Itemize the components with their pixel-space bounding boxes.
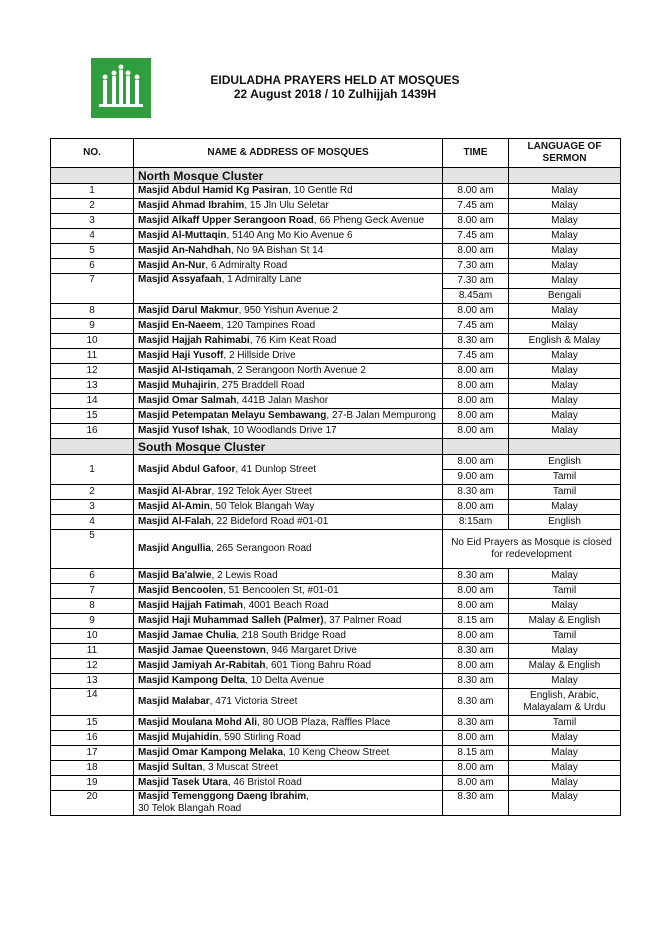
row-number: 2 bbox=[51, 199, 134, 214]
sermon-language: Malay bbox=[509, 214, 621, 229]
sermon-language: Malay bbox=[509, 364, 621, 379]
sermon-language: Malay bbox=[509, 674, 621, 689]
prayer-time: 8.00 am bbox=[443, 629, 509, 644]
row-number: 18 bbox=[51, 761, 134, 776]
mosque-name: Masjid Ahmad Ibrahim bbox=[138, 200, 245, 211]
sermon-language: Tamil bbox=[509, 470, 621, 485]
table-row bbox=[51, 259, 621, 274]
prayer-time: 8.45am bbox=[443, 289, 509, 304]
mosque-name-address bbox=[134, 530, 443, 569]
sermon-language: Malay bbox=[509, 274, 621, 289]
table-row bbox=[51, 776, 621, 791]
row-number: 6 bbox=[51, 259, 134, 274]
row-number: 10 bbox=[51, 334, 134, 349]
sermon-language: Malay & English bbox=[509, 659, 621, 674]
prayer-time: 8.00 am bbox=[443, 584, 509, 599]
muis-logo-icon bbox=[91, 58, 151, 118]
sermon-language: Malay bbox=[509, 349, 621, 364]
row-number: 8 bbox=[51, 304, 134, 319]
mosque-name-address bbox=[134, 776, 443, 791]
mosque-name-address bbox=[134, 614, 443, 629]
mosque-address: , 265 Serangoon Road bbox=[210, 543, 312, 554]
sermon-language: Malay bbox=[509, 644, 621, 659]
prayer-time: 8.30 am bbox=[443, 569, 509, 584]
table-row bbox=[51, 319, 621, 334]
cluster-heading: North Mosque Cluster bbox=[134, 168, 443, 184]
sermon-language: Malay bbox=[509, 184, 621, 199]
prayer-time: 8.30 am bbox=[443, 674, 509, 689]
mosque-address: , 27-B Jalan Mempurong bbox=[326, 410, 436, 421]
table-row bbox=[51, 364, 621, 379]
sermon-language: Malay bbox=[509, 746, 621, 761]
table-row bbox=[51, 409, 621, 424]
sermon-language: Malay bbox=[509, 791, 621, 816]
col-header-time: TIME bbox=[443, 139, 509, 168]
mosque-name-address bbox=[134, 629, 443, 644]
table-row bbox=[51, 304, 621, 319]
sermon-language: Tamil bbox=[509, 629, 621, 644]
mosque-address: , 10 Delta Avenue bbox=[245, 675, 325, 686]
mosque-name: Masjid Omar Kampong Melaka bbox=[138, 747, 284, 758]
row-number: 3 bbox=[51, 500, 134, 515]
mosque-name: Masjid Jamiyah Ar-Rabitah bbox=[138, 660, 266, 671]
mosque-name-address bbox=[134, 364, 443, 379]
mosque-address: , 590 Stirling Road bbox=[218, 732, 301, 743]
mosque-name: Masjid Jamae Queenstown bbox=[138, 645, 266, 656]
mosque-address: , 218 South Bridge Road bbox=[236, 630, 346, 641]
mosque-name: Masjid Al-Abrar bbox=[138, 486, 212, 497]
col-header-language: LANGUAGE OF SERMON bbox=[509, 139, 621, 168]
mosque-name: Masjid Jamae Chulia bbox=[138, 630, 237, 641]
prayer-time: 8.30 am bbox=[443, 644, 509, 659]
mosque-address: , 41 Dunlop Street bbox=[235, 463, 317, 475]
row-number: 13 bbox=[51, 379, 134, 394]
mosque-address: , 2 Lewis Road bbox=[211, 570, 278, 581]
row-number: 19 bbox=[51, 776, 134, 791]
mosque-name-address bbox=[134, 746, 443, 761]
prayer-time: 7.30 am bbox=[443, 274, 509, 289]
sermon-language: Bengali bbox=[509, 289, 621, 304]
sermon-language: Malay bbox=[509, 500, 621, 515]
prayer-time: 8.00 am bbox=[443, 184, 509, 199]
prayer-time: 8.00 am bbox=[443, 394, 509, 409]
prayer-time: 9.00 am bbox=[443, 470, 509, 485]
mosque-address: , 15 Jln Ulu Seletar bbox=[244, 200, 329, 211]
mosque-address: , 5140 Ang Mo Kio Avenue 6 bbox=[226, 230, 353, 241]
prayer-time: 8.00 am bbox=[443, 244, 509, 259]
prayer-time: 8.00 am bbox=[443, 500, 509, 515]
row-number: 11 bbox=[51, 349, 134, 364]
row-number: 1 bbox=[51, 184, 134, 199]
prayer-time: 7.45 am bbox=[443, 229, 509, 244]
table-row bbox=[51, 214, 621, 229]
cluster-blank-cell bbox=[51, 439, 134, 455]
mosque-name-address bbox=[134, 274, 443, 304]
mosque-address: , 192 Telok Ayer Street bbox=[211, 486, 312, 497]
mosque-name: Masjid Al-Amin bbox=[138, 501, 210, 512]
prayer-time: 8.30 am bbox=[443, 716, 509, 731]
mosque-name-address bbox=[134, 659, 443, 674]
table-row bbox=[51, 584, 621, 599]
prayer-time: 7.45 am bbox=[443, 199, 509, 214]
prayer-time: 7.45 am bbox=[443, 319, 509, 334]
mosque-name-address bbox=[134, 689, 443, 716]
table-row bbox=[51, 334, 621, 349]
row-number: 15 bbox=[51, 409, 134, 424]
mosque-name: Masjid Moulana Mohd Ali bbox=[138, 717, 258, 728]
sermon-language: Malay bbox=[509, 199, 621, 214]
prayer-time: 8.00 am bbox=[443, 409, 509, 424]
mosque-name-address bbox=[134, 379, 443, 394]
mosque-address: , 601 Tiong Bahru Road bbox=[265, 660, 372, 671]
mosque-name: Masjid Bencoolen bbox=[138, 585, 224, 596]
mosque-name: Masjid Yusof Ishak bbox=[138, 425, 228, 436]
mosque-address: , 950 Yishun Avenue 2 bbox=[238, 305, 338, 316]
mosque-name: Masjid An-Nur bbox=[138, 260, 206, 271]
sermon-language: Tamil bbox=[509, 584, 621, 599]
mosque-name: Masjid Malabar bbox=[138, 696, 210, 707]
sermon-language: Tamil bbox=[509, 716, 621, 731]
row-number: 20 bbox=[51, 791, 134, 816]
prayer-time: 7.30 am bbox=[443, 259, 509, 274]
sermon-language: English & Malay bbox=[509, 334, 621, 349]
row-number: 16 bbox=[51, 424, 134, 439]
mosque-name: Masjid Al-Falah bbox=[138, 516, 211, 527]
mosque-address: , 120 Tampines Road bbox=[220, 320, 316, 331]
mosque-address: , 51 Bencoolen St, #01-01 bbox=[223, 585, 339, 596]
row-number: 7 bbox=[51, 584, 134, 599]
sermon-language: Malay bbox=[509, 409, 621, 424]
mosque-name-address bbox=[134, 304, 443, 319]
mosque-name: Masjid Hajjah Fatimah bbox=[138, 600, 244, 611]
prayer-time: 8.00 am bbox=[443, 761, 509, 776]
mosque-name-address bbox=[134, 349, 443, 364]
mosque-name-address bbox=[134, 584, 443, 599]
mosque-name: Masjid Darul Makmur bbox=[138, 305, 239, 316]
table-row bbox=[51, 244, 621, 259]
sermon-language: Malay bbox=[509, 761, 621, 776]
sermon-language: English, Arabic, Malayalam & Urdu bbox=[509, 689, 621, 716]
mosque-name-address bbox=[134, 599, 443, 614]
row-number: 12 bbox=[51, 364, 134, 379]
table-body bbox=[51, 168, 621, 816]
mosque-address: , 275 Braddell Road bbox=[216, 380, 305, 391]
mosque-name: Masjid An-Nahdhah bbox=[138, 245, 231, 256]
row-number: 11 bbox=[51, 644, 134, 659]
cluster-blank-cell bbox=[51, 168, 134, 184]
sermon-language: Malay bbox=[509, 259, 621, 274]
sermon-language: Malay bbox=[509, 424, 621, 439]
mosque-name: Masjid Abdul Gafoor bbox=[138, 463, 236, 475]
prayer-time: 8.30 am bbox=[443, 689, 509, 716]
table-row bbox=[51, 716, 621, 731]
sermon-language: Malay bbox=[509, 394, 621, 409]
cluster-blank-cell bbox=[443, 168, 509, 184]
table-row bbox=[51, 599, 621, 614]
sermon-language: Malay & English bbox=[509, 614, 621, 629]
table-row bbox=[51, 659, 621, 674]
mosque-name: Masjid En-Naeem bbox=[138, 320, 221, 331]
table-row bbox=[51, 515, 621, 530]
mosque-name-address bbox=[134, 319, 443, 334]
table-row bbox=[51, 349, 621, 364]
mosque-name-address bbox=[134, 500, 443, 515]
col-header-name: NAME & ADDRESS OF MOSQUES bbox=[134, 139, 443, 168]
mosque-table bbox=[50, 138, 621, 816]
prayer-time: 8.15 am bbox=[443, 746, 509, 761]
mosque-address: , 1 Admiralty Lane bbox=[221, 274, 302, 285]
cluster-heading: South Mosque Cluster bbox=[134, 439, 443, 455]
mosque-name: Masjid Angullia bbox=[138, 543, 211, 554]
mosque-name-address bbox=[134, 515, 443, 530]
prayer-time: 8.15 am bbox=[443, 614, 509, 629]
table-row bbox=[51, 731, 621, 746]
mosque-address: , No 9A Bishan St 14 bbox=[230, 245, 324, 256]
table-row bbox=[51, 674, 621, 689]
prayer-time: 8.00 am bbox=[443, 364, 509, 379]
table-row bbox=[51, 184, 621, 199]
row-number: 4 bbox=[51, 515, 134, 530]
prayer-time: 8.00 am bbox=[443, 304, 509, 319]
mosque-name: Masjid Muhajirin bbox=[138, 380, 217, 391]
prayer-time: 8.00 am bbox=[443, 776, 509, 791]
row-number: 14 bbox=[51, 394, 134, 409]
mosque-name-address bbox=[134, 716, 443, 731]
cluster-heading-row bbox=[51, 439, 621, 455]
mosque-name: Masjid Hajjah Rahimabi bbox=[138, 335, 250, 346]
prayer-time: 8.00 am bbox=[443, 424, 509, 439]
mosque-name: Masjid Abdul Hamid Kg Pasiran bbox=[138, 185, 289, 196]
mosque-name: Masjid Haji Muhammad Salleh (Palmer) bbox=[138, 615, 324, 626]
mosque-address: , bbox=[306, 791, 309, 802]
mosque-address: , 3 Muscat Street bbox=[202, 762, 279, 773]
cluster-heading-row bbox=[51, 168, 621, 184]
cluster-blank-cell bbox=[443, 439, 509, 455]
mosque-name-address bbox=[134, 394, 443, 409]
sermon-language: Malay bbox=[509, 569, 621, 584]
row-number: 3 bbox=[51, 214, 134, 229]
mosque-address: , 2 Hillside Drive bbox=[223, 350, 296, 361]
table-row bbox=[51, 199, 621, 214]
col-header-no: NO. bbox=[51, 139, 134, 168]
mosque-name-address bbox=[134, 184, 443, 199]
prayer-time: 8.30 am bbox=[443, 334, 509, 349]
row-number: 16 bbox=[51, 731, 134, 746]
mosque-address: , 441B Jalan Mashor bbox=[236, 395, 329, 406]
table-row bbox=[51, 274, 621, 289]
mosque-name-address bbox=[134, 731, 443, 746]
sermon-language: English bbox=[509, 515, 621, 530]
sermon-language: Malay bbox=[509, 319, 621, 334]
prayer-time: 8.00 am bbox=[443, 455, 509, 470]
mosque-address: , 10 Woodlands Drive 17 bbox=[227, 425, 337, 436]
title-line-1: EIDULADHA PRAYERS HELD AT MOSQUES bbox=[210, 73, 460, 87]
mosque-address: , 50 Telok Blangah Way bbox=[209, 501, 315, 512]
mosque-name: Masjid Al-Istiqamah bbox=[138, 365, 232, 376]
table-row bbox=[51, 614, 621, 629]
mosque-name-address bbox=[134, 424, 443, 439]
mosque-name: Masjid Ba'alwie bbox=[138, 570, 212, 581]
table-row bbox=[51, 644, 621, 659]
sermon-language: English bbox=[509, 455, 621, 470]
row-number: 12 bbox=[51, 659, 134, 674]
row-number: 14 bbox=[51, 689, 134, 716]
row-number: 7 bbox=[51, 274, 134, 304]
row-number: 6 bbox=[51, 569, 134, 584]
table-row bbox=[51, 746, 621, 761]
mosque-address: , 2 Serangoon North Avenue 2 bbox=[231, 365, 366, 376]
row-number: 4 bbox=[51, 229, 134, 244]
table-row bbox=[51, 379, 621, 394]
mosque-name-address bbox=[134, 214, 443, 229]
mosque-address: , 10 Keng Cheow Street bbox=[283, 747, 390, 758]
mosque-name: Masjid Mujahidin bbox=[138, 732, 219, 743]
row-number: 10 bbox=[51, 629, 134, 644]
mosque-name-address bbox=[134, 229, 443, 244]
mosque-name: Masjid Tasek Utara bbox=[138, 777, 228, 788]
mosque-address: , 6 Admiralty Road bbox=[205, 260, 288, 271]
row-number: 17 bbox=[51, 746, 134, 761]
table-row bbox=[51, 424, 621, 439]
mosque-name-address bbox=[134, 644, 443, 659]
mosque-name-address bbox=[134, 569, 443, 584]
mosque-address: , 22 Bideford Road #01-01 bbox=[210, 516, 329, 527]
prayer-time: 8.00 am bbox=[443, 659, 509, 674]
prayer-time: 8.00 am bbox=[443, 731, 509, 746]
sermon-language: Malay bbox=[509, 229, 621, 244]
sermon-language: Malay bbox=[509, 731, 621, 746]
mosque-address: , 46 Bristol Road bbox=[227, 777, 302, 788]
row-number: 2 bbox=[51, 485, 134, 500]
mosque-name: Masjid Haji Yusoff bbox=[138, 350, 224, 361]
row-number: 5 bbox=[51, 244, 134, 259]
table-row bbox=[51, 500, 621, 515]
mosque-address: , 76 Kim Keat Road bbox=[249, 335, 337, 346]
mosque-name-address bbox=[134, 199, 443, 214]
title-line-2: 22 August 2018 / 10 Zulhijjah 1439H bbox=[233, 87, 437, 101]
prayer-time: 8.00 am bbox=[443, 599, 509, 614]
table-row bbox=[51, 485, 621, 500]
mosque-name-address bbox=[134, 334, 443, 349]
mosque-address: , 471 Victoria Street bbox=[209, 696, 298, 707]
table-row bbox=[51, 455, 621, 470]
page-title bbox=[160, 73, 510, 101]
mosque-address: , 4001 Beach Road bbox=[243, 600, 329, 611]
mosque-name-address bbox=[134, 485, 443, 500]
prayer-time: 8:15am bbox=[443, 515, 509, 530]
row-number: 13 bbox=[51, 674, 134, 689]
mosque-address-line-2: 30 Telok Blangah Road bbox=[138, 803, 242, 814]
table-row bbox=[51, 569, 621, 584]
prayer-time: 8.30 am bbox=[443, 485, 509, 500]
table-row bbox=[51, 761, 621, 776]
prayer-time: 8.30 am bbox=[443, 791, 509, 816]
mosque-address: , 37 Palmer Road bbox=[323, 615, 402, 626]
mosque-name: Masjid Omar Salmah bbox=[138, 395, 237, 406]
mosque-address: , 80 UOB Plaza, Raffles Place bbox=[257, 717, 391, 728]
table-row bbox=[51, 791, 621, 816]
prayer-time: 8.00 am bbox=[443, 379, 509, 394]
row-number: 1 bbox=[51, 455, 134, 485]
mosque-name: Masjid Al-Muttaqin bbox=[138, 230, 227, 241]
sermon-language: Tamil bbox=[509, 485, 621, 500]
row-number: 9 bbox=[51, 319, 134, 334]
mosque-name: Masjid Alkaff Upper Serangoon Road bbox=[138, 215, 314, 226]
mosque-name: Masjid Sultan bbox=[138, 762, 203, 773]
row-number: 8 bbox=[51, 599, 134, 614]
mosque-name-address bbox=[134, 791, 443, 816]
mosque-name-address bbox=[134, 761, 443, 776]
table-row bbox=[51, 689, 621, 716]
cluster-blank-cell bbox=[509, 439, 621, 455]
mosque-name: Masjid Kampong Delta bbox=[138, 675, 246, 686]
sermon-language: Malay bbox=[509, 776, 621, 791]
mosque-name-address bbox=[134, 259, 443, 274]
table-row bbox=[51, 394, 621, 409]
table-row bbox=[51, 229, 621, 244]
mosque-name: Masjid Assyafaah bbox=[138, 274, 222, 285]
mosque-name: Masjid Temenggong Daeng Ibrahim bbox=[138, 791, 307, 802]
mosque-name-address bbox=[134, 455, 443, 485]
sermon-language: Malay bbox=[509, 304, 621, 319]
mosque-name-address bbox=[134, 674, 443, 689]
row-number: 9 bbox=[51, 614, 134, 629]
sermon-language: Malay bbox=[509, 599, 621, 614]
sermon-language: Malay bbox=[509, 244, 621, 259]
mosque-address: , 66 Pheng Geck Avenue bbox=[313, 215, 425, 226]
mosque-address: , 10 Gentle Rd bbox=[288, 185, 353, 196]
cluster-blank-cell bbox=[509, 168, 621, 184]
table-header-row bbox=[51, 139, 621, 168]
mosque-name-address bbox=[134, 409, 443, 424]
table-row bbox=[51, 530, 621, 569]
row-number: 5 bbox=[51, 530, 134, 569]
sermon-language: Malay bbox=[509, 379, 621, 394]
mosque-name: Masjid Petempatan Melayu Sembawang bbox=[138, 410, 327, 421]
mosque-address: , 946 Margaret Drive bbox=[265, 645, 357, 656]
prayer-time: 7.45 am bbox=[443, 349, 509, 364]
prayer-time: 8.00 am bbox=[443, 214, 509, 229]
row-number: 15 bbox=[51, 716, 134, 731]
table-row bbox=[51, 629, 621, 644]
mosque-name-address bbox=[134, 244, 443, 259]
closure-note: No Eid Prayers as Mosque is closed for redevelopment bbox=[443, 530, 621, 569]
